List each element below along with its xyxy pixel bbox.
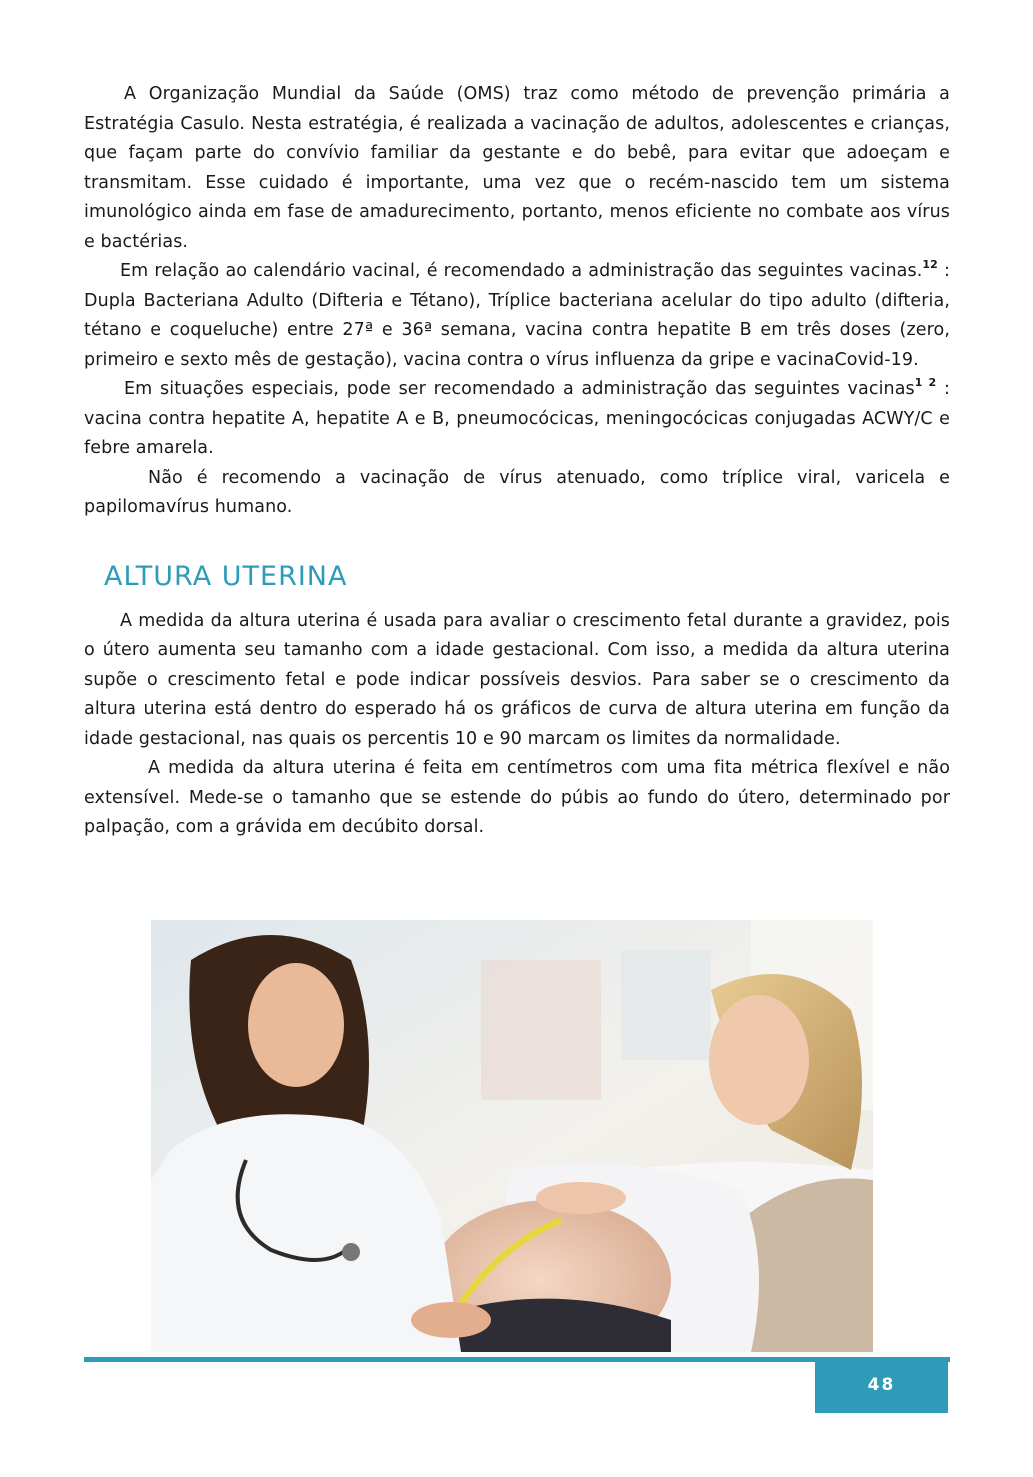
reference-superscript: 1 2: [914, 376, 937, 389]
paragraph-situacoes-especiais: [84, 375, 950, 464]
paragraph-oms: A Organização Mundial da Saúde (OMS) traz como método de prevenção primária a Estratégia Casulo. Nesta estratégia, é realizada a vacinação de adultos, adolescentes e crianças, que façam parte do convívio familiar da gestante e do bebê, para evitar que adoeçam e transmitam. Esse cuidado é importante, uma vez que o recém-nascido tem um sistema imunológico ainda em fase de amadurecimento, portanto, menos eficiente no combate aos vírus e bactérias.: [84, 84, 950, 252]
reference-superscript: 12: [922, 258, 938, 271]
paragraph-calendario-list: : Dupla Bacteriana Adulto (Difteria e Tétano), Tríplice bacteriana acelular do tipo adulto (difteria, tétano e coqueluche) entre 27ª e 36ª semana, vacina contra hepatite B em três doses (zero, primeiro e sexto mês de gestação), vacina contra o vírus influenza da gripe e vacinaCovid-19.: [84, 261, 951, 370]
paragraph-virus-atenuado: Não é recomendo a vacinação de vírus atenuado, como tríplice viral, varicela e papilomavírus humano.: [84, 467, 950, 517]
paragraph-situacoes-text: Em situações especiais, pode ser recomendado a administração das seguintes vacinas: [124, 379, 915, 399]
photo-doctor-measuring-pregnant-belly: [151, 920, 873, 1352]
section-title: ALTURA UTERINA: [104, 560, 348, 592]
page-number: 48: [867, 1375, 896, 1395]
page-content: [84, 80, 950, 843]
paragraph-altura-uterina: A medida da altura uterina é usada para avaliar o crescimento fetal durante a gravidez, pois o útero aumenta seu tamanho com a idade gestacional. Com isso, a medida da altura uterina supõe o crescimento fetal e pode indicar possíveis desvios. Para saber se o crescimento da altura uterina está dentro do esperado há os gráficos de curva de altura uterina em função da idade gestacional, nas quais os percentis 10 e 90 marcam os limites da normalidade.: [84, 610, 950, 749]
paragraph-medida: A medida da altura uterina é feita em centímetros com uma fita métrica flexível e não extensível. Mede-se o tamanho que se estende do púbis ao fundo do útero, determinado por palpação, com a grávida em decúbito dorsal.: [84, 758, 950, 837]
paragraph-calendario-vacinal: [84, 257, 950, 375]
paragraph-calendario-text: Em relação ao calendário vacinal, é recomendado a administração das seguintes vacinas.: [120, 261, 923, 281]
page-number-box: [815, 1357, 948, 1413]
paragraph-situacoes-list: : vacina contra hepatite A, hepatite A e B, pneumocócicas, meningocócicas conjugadas ACWY/C e febre amarela.: [84, 379, 950, 458]
